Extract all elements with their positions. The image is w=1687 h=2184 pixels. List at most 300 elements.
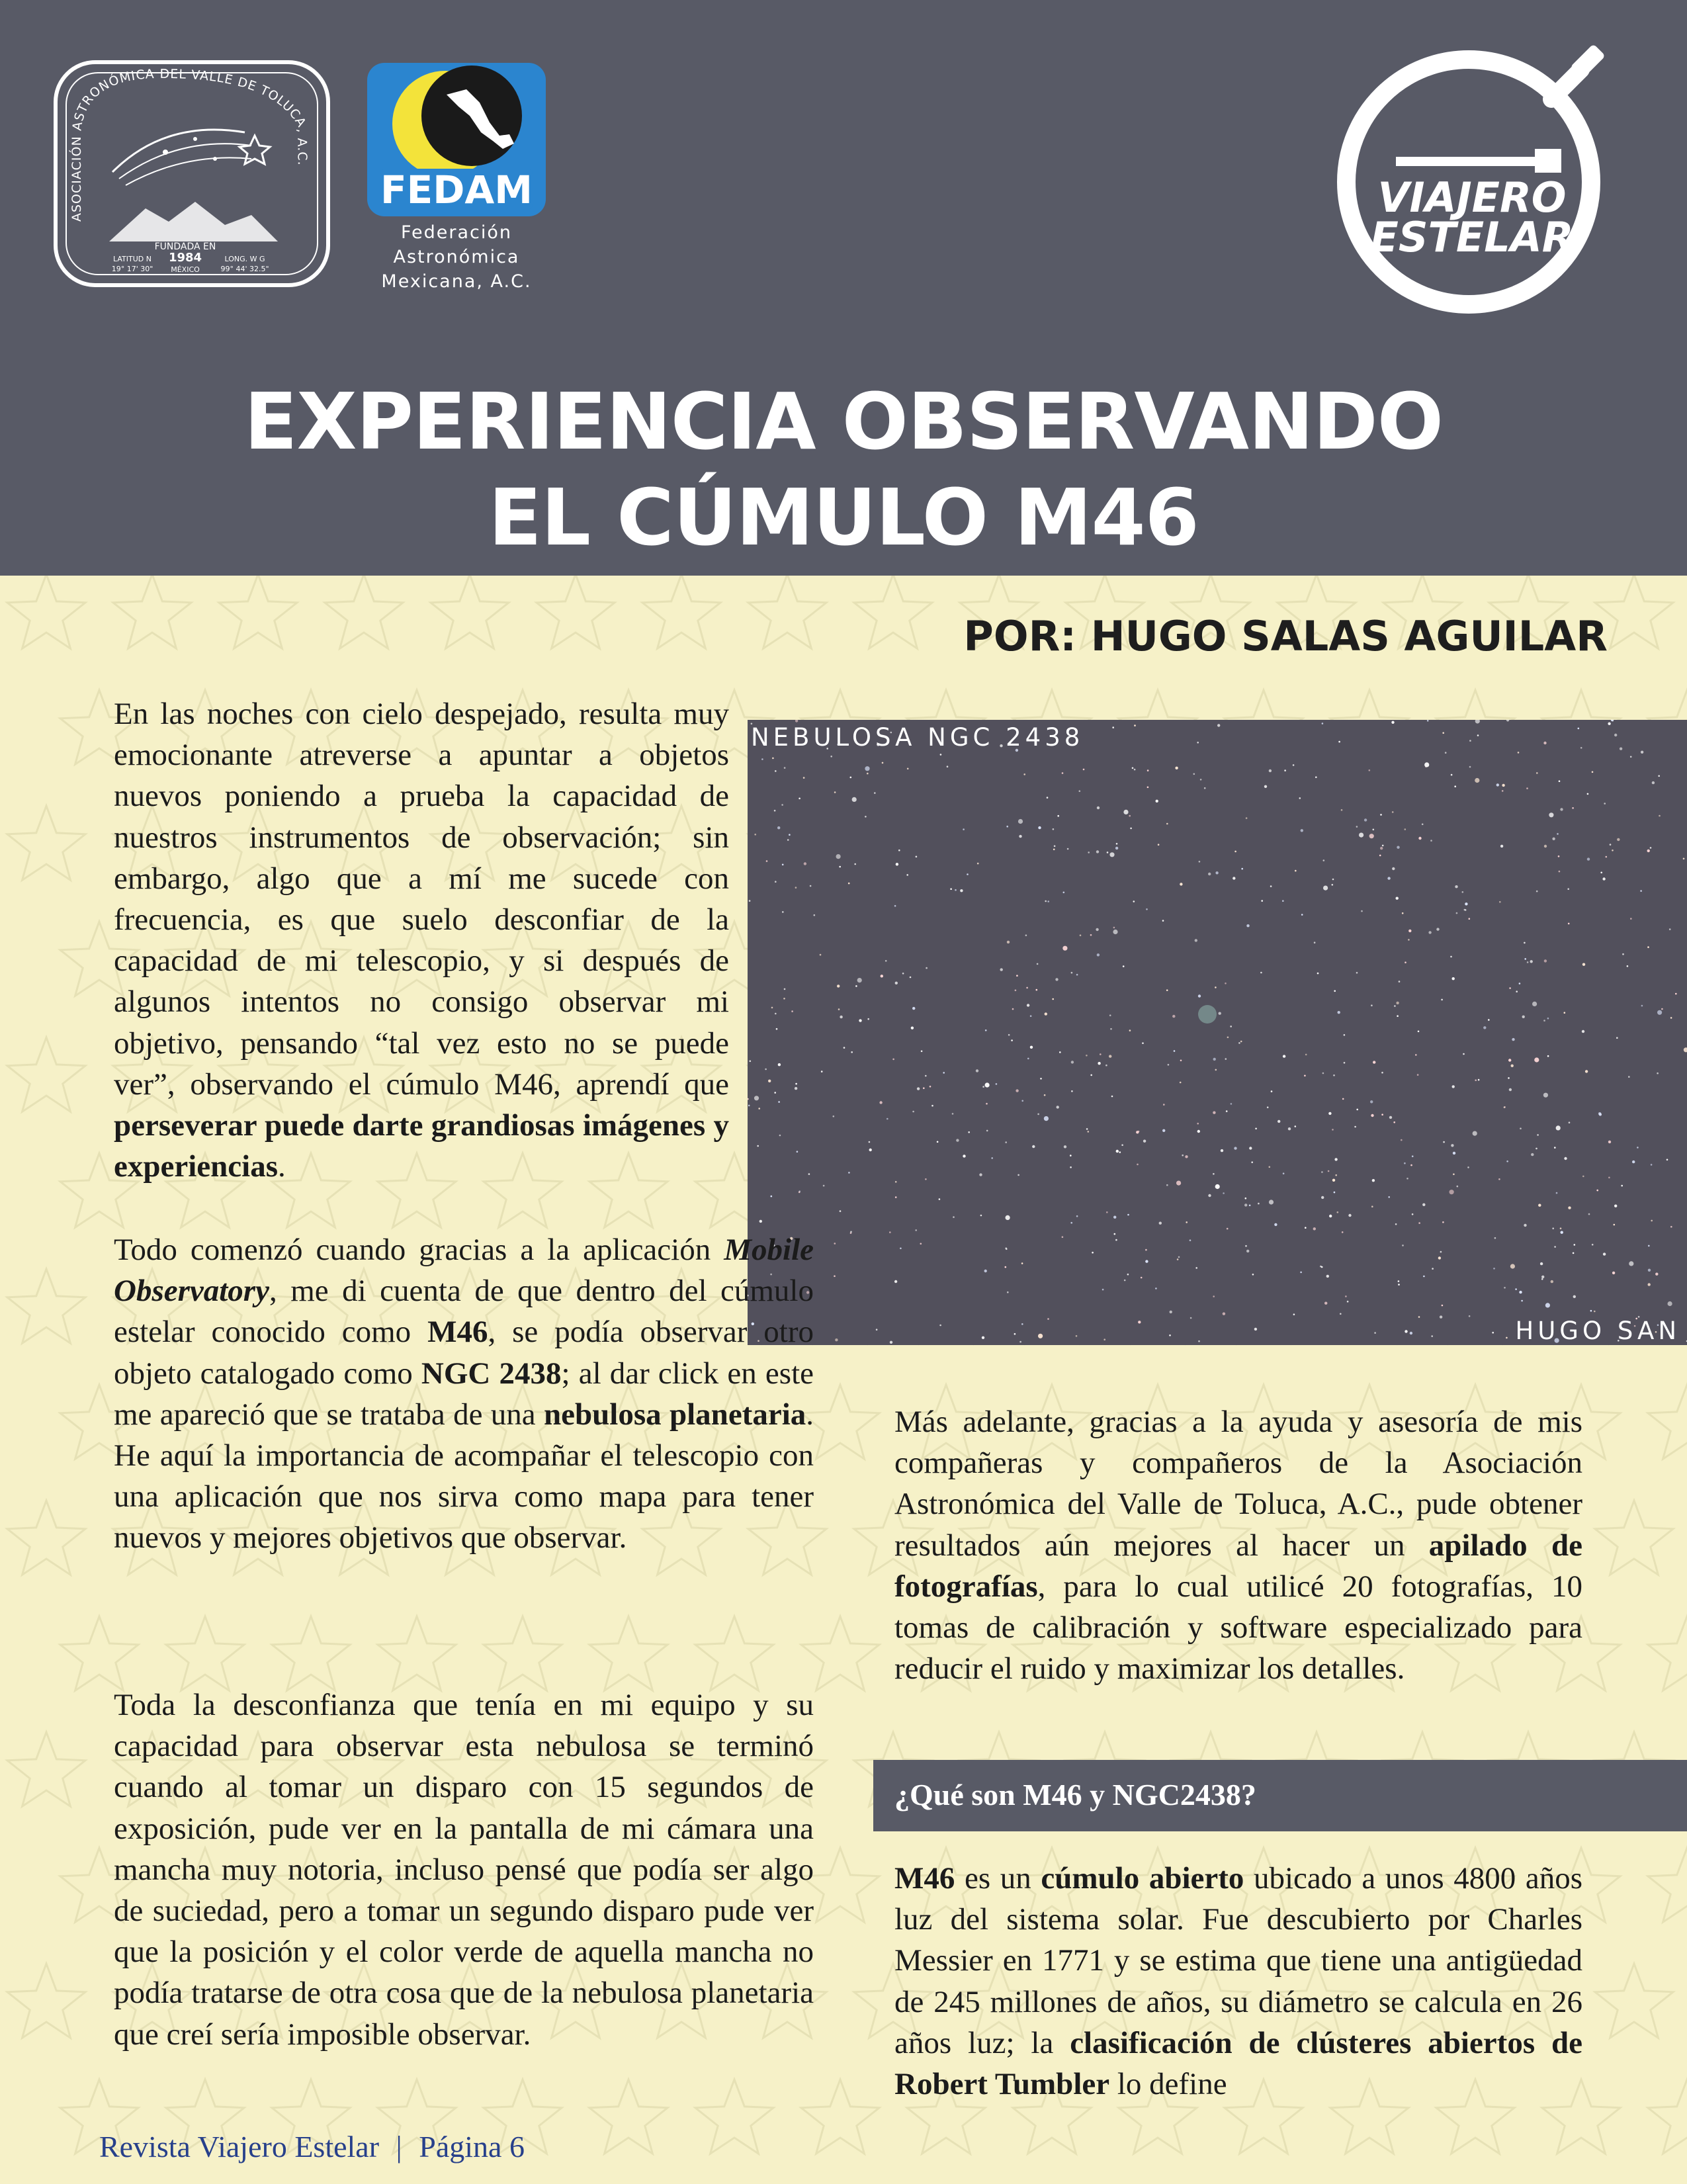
star-point bbox=[1519, 1291, 1522, 1293]
watermark-star-icon bbox=[7, 806, 85, 880]
watermark-star-icon bbox=[1648, 2079, 1687, 2154]
fedam-full-name bbox=[361, 220, 552, 294]
star-point bbox=[1284, 769, 1286, 771]
star-point bbox=[1620, 748, 1622, 750]
footer-page-number: Página 6 bbox=[419, 2130, 525, 2163]
star-point bbox=[1121, 1144, 1123, 1146]
star-point bbox=[1559, 871, 1561, 873]
star-point bbox=[1608, 722, 1610, 725]
star-point bbox=[1178, 1256, 1180, 1258]
star-point bbox=[1457, 1186, 1459, 1188]
star-point bbox=[1143, 1140, 1146, 1143]
star-point bbox=[1166, 1184, 1168, 1186]
star-point bbox=[917, 1087, 920, 1090]
star-point bbox=[1453, 1152, 1455, 1155]
star-point bbox=[921, 1051, 923, 1053]
star-point bbox=[1172, 1015, 1175, 1018]
star-point bbox=[865, 766, 869, 771]
star-point bbox=[1038, 826, 1041, 829]
star-point bbox=[1647, 850, 1650, 852]
star-point bbox=[1225, 983, 1227, 984]
star-point bbox=[1264, 785, 1267, 788]
star-point bbox=[1428, 931, 1431, 934]
star-point bbox=[1092, 1252, 1094, 1254]
star-point bbox=[1267, 1106, 1269, 1108]
star-point bbox=[774, 810, 776, 812]
star-point bbox=[1452, 977, 1455, 980]
star-point bbox=[1445, 752, 1447, 754]
star-point bbox=[1036, 989, 1038, 991]
star-point bbox=[1199, 861, 1201, 863]
star-point bbox=[1373, 1061, 1375, 1063]
star-point bbox=[1374, 1332, 1376, 1334]
star-point bbox=[1071, 972, 1073, 974]
star-point bbox=[779, 1135, 781, 1137]
star-point bbox=[1442, 1305, 1444, 1307]
star-point bbox=[881, 975, 883, 977]
paragraph-discovery: Todo comenzó cuando gracias a la aplicación Mobile Observatory, me di cuenta de que dentro del cúmulo estelar conocido como M46, se podía observar otro objeto catalogado como NGC 2438; al dar click en este me apareció que se trataba de una nebulosa planetaria. He aquí la importancia de acompañar el telescopio con una aplicación que nos sirva como mapa para tener nuevos y mejores objetivos que observar. bbox=[114, 1233, 814, 1555]
footer-magazine-name: Revista Viajero Estelar bbox=[99, 2130, 380, 2163]
star-point bbox=[1462, 891, 1464, 893]
fedam-name: FEDAM bbox=[380, 167, 533, 212]
star-point bbox=[1604, 803, 1606, 805]
star-point bbox=[1551, 1280, 1553, 1283]
star-point bbox=[1356, 972, 1358, 974]
star-point bbox=[1657, 1072, 1659, 1074]
star-point bbox=[1442, 732, 1444, 734]
star-point bbox=[1408, 930, 1411, 932]
star-point bbox=[1469, 766, 1471, 768]
star-point bbox=[1015, 990, 1017, 992]
star-point bbox=[1596, 1190, 1598, 1192]
star-point bbox=[1394, 1005, 1396, 1007]
star-point bbox=[1361, 910, 1363, 912]
star-point bbox=[1116, 1150, 1119, 1153]
star-point bbox=[1341, 809, 1343, 811]
star-point bbox=[799, 798, 800, 800]
star-point bbox=[1037, 963, 1039, 965]
star-point bbox=[791, 1010, 793, 1012]
star-point bbox=[1159, 1222, 1162, 1225]
star-point bbox=[850, 1231, 852, 1233]
star-point bbox=[1147, 787, 1149, 789]
star-point bbox=[1133, 900, 1135, 902]
star-point bbox=[1321, 1266, 1323, 1268]
star-point bbox=[1274, 1223, 1277, 1226]
star-point bbox=[1332, 1129, 1334, 1131]
star-point bbox=[1103, 1338, 1105, 1340]
star-point bbox=[820, 954, 822, 956]
star-point bbox=[930, 1086, 931, 1088]
fedam-line-2: Astronómica bbox=[393, 247, 520, 267]
star-point bbox=[1621, 1185, 1623, 1187]
star-point bbox=[1567, 888, 1569, 890]
star-point bbox=[1560, 1227, 1562, 1229]
star-point bbox=[1334, 990, 1336, 992]
star-point bbox=[1083, 769, 1085, 771]
star-point bbox=[1195, 939, 1197, 941]
star-point bbox=[782, 864, 784, 866]
star-point bbox=[1071, 1061, 1074, 1063]
star-point bbox=[1506, 1160, 1508, 1162]
star-point bbox=[1338, 741, 1340, 743]
star-point bbox=[1169, 1334, 1171, 1336]
star-point bbox=[1106, 1211, 1108, 1213]
star-point bbox=[1067, 848, 1069, 850]
star-point bbox=[836, 854, 841, 859]
star-point bbox=[1023, 773, 1025, 775]
star-point bbox=[1227, 1228, 1229, 1230]
star-point bbox=[1423, 1276, 1425, 1278]
star-point bbox=[1076, 1335, 1078, 1337]
star-point bbox=[963, 1155, 965, 1157]
star-point bbox=[1637, 1147, 1639, 1149]
star-point bbox=[1469, 1315, 1471, 1317]
star-point bbox=[1223, 1192, 1225, 1194]
star-point bbox=[912, 1007, 915, 1010]
star-point bbox=[1431, 1335, 1433, 1337]
star-point bbox=[1418, 1031, 1420, 1033]
star-point bbox=[1098, 1062, 1100, 1065]
star-point bbox=[1057, 815, 1059, 817]
watermark-star-icon bbox=[325, 576, 403, 648]
star-point bbox=[1136, 1131, 1139, 1133]
star-point bbox=[795, 1087, 797, 1090]
star-point bbox=[1270, 885, 1272, 887]
star-point bbox=[1397, 1015, 1399, 1017]
star-point bbox=[1417, 1074, 1419, 1076]
star-point bbox=[876, 1329, 878, 1331]
star-point bbox=[1561, 1231, 1563, 1234]
star-point bbox=[1019, 835, 1021, 838]
star-point bbox=[1405, 961, 1406, 963]
star-point bbox=[1070, 1155, 1072, 1157]
star-point bbox=[1162, 1129, 1165, 1132]
star-point bbox=[1441, 999, 1443, 1001]
title-line-2: EL CÚMULO M46 bbox=[488, 472, 1199, 563]
star-point bbox=[912, 1111, 914, 1113]
star-point bbox=[1465, 902, 1467, 905]
star-point bbox=[1337, 1211, 1339, 1213]
star-point bbox=[1348, 1214, 1351, 1217]
svg-text:LONG. W G: LONG. W G bbox=[224, 255, 265, 263]
star-point bbox=[1301, 829, 1303, 832]
star-point bbox=[1354, 1126, 1356, 1128]
watermark-star-icon bbox=[484, 1616, 562, 1690]
star-point bbox=[1651, 1220, 1653, 1222]
star-point bbox=[1465, 909, 1467, 911]
star-point bbox=[1261, 900, 1263, 902]
star-point bbox=[1162, 920, 1164, 922]
star-point bbox=[865, 816, 867, 818]
star-point bbox=[1032, 1145, 1035, 1148]
star-point bbox=[1070, 1166, 1072, 1168]
star-point bbox=[1475, 778, 1479, 783]
star-point bbox=[1508, 1059, 1511, 1061]
star-point bbox=[1070, 1222, 1072, 1224]
star-point bbox=[1177, 1258, 1179, 1260]
star-point bbox=[1100, 1053, 1102, 1055]
star-point bbox=[1299, 797, 1301, 799]
star-point bbox=[1442, 1221, 1444, 1223]
star-point bbox=[1317, 973, 1319, 975]
fedam-logo bbox=[367, 63, 546, 292]
star-point bbox=[1600, 872, 1602, 874]
watermark-star-icon bbox=[378, 1616, 456, 1690]
star-point bbox=[1396, 897, 1399, 900]
star-point bbox=[1217, 724, 1220, 726]
star-point bbox=[795, 720, 798, 722]
star-point bbox=[1088, 852, 1090, 853]
star-point bbox=[1622, 953, 1624, 955]
star-point bbox=[925, 1075, 927, 1077]
star-point bbox=[857, 978, 862, 983]
star-point bbox=[765, 1069, 767, 1070]
star-point bbox=[1021, 1323, 1023, 1325]
star-point bbox=[1090, 1074, 1092, 1076]
star-point bbox=[1234, 1147, 1236, 1149]
star-point bbox=[810, 885, 812, 887]
star-point bbox=[1158, 844, 1160, 846]
star-point bbox=[1141, 1277, 1143, 1279]
star-point bbox=[915, 1229, 917, 1231]
star-point bbox=[1332, 1179, 1335, 1182]
page-footer bbox=[99, 2129, 525, 2164]
star-point bbox=[1271, 1090, 1273, 1092]
star-point bbox=[1585, 1070, 1588, 1072]
star-point bbox=[1269, 769, 1272, 772]
star-point bbox=[955, 889, 957, 891]
star-point bbox=[1410, 1332, 1412, 1334]
star-point bbox=[1648, 1269, 1651, 1272]
star-point bbox=[1530, 960, 1533, 963]
star-point bbox=[851, 1051, 853, 1053]
star-point bbox=[1197, 1130, 1200, 1133]
paragraph-m46-info: M46 es un cúmulo abierto ubicado a unos 4800 años luz del sistema solar. Fue descubierto por Charles Messier en 1771 y se estima que tiene una antigüedad de 245 millones de años, su diámetro se calcula en 26 años luz; la clasificación de clústeres abiertos de Robert Tumbler lo define bbox=[894, 1861, 1583, 2102]
star-point bbox=[1123, 810, 1128, 814]
star-point bbox=[1052, 998, 1054, 1000]
section-heading-bar bbox=[873, 1760, 1687, 1831]
star-point bbox=[803, 777, 805, 779]
star-point bbox=[1543, 1093, 1548, 1098]
watermark-star-icon bbox=[1648, 1616, 1687, 1690]
star-point bbox=[1632, 1160, 1635, 1163]
star-point bbox=[1532, 1002, 1537, 1006]
watermark-star-icon bbox=[7, 1269, 85, 1343]
star-point bbox=[1109, 1055, 1111, 1057]
star-point bbox=[1683, 858, 1685, 860]
star-point bbox=[830, 756, 832, 758]
svg-text:1984: 1984 bbox=[168, 251, 202, 265]
star-point bbox=[1587, 857, 1590, 860]
star-point bbox=[1323, 886, 1328, 891]
star-point bbox=[1321, 1171, 1323, 1173]
star-point bbox=[1252, 1274, 1254, 1276]
star-point bbox=[1512, 1038, 1514, 1041]
star-point bbox=[759, 1220, 762, 1223]
star-point bbox=[887, 1118, 888, 1120]
viajero-word: VIAJERO bbox=[1377, 173, 1567, 222]
star-point bbox=[916, 856, 918, 858]
star-point bbox=[1288, 1127, 1291, 1130]
watermark-star-icon bbox=[7, 1501, 85, 1575]
star-point bbox=[1467, 1166, 1469, 1168]
star-point bbox=[1599, 1113, 1602, 1115]
star-point bbox=[1399, 981, 1401, 983]
star-point bbox=[1000, 968, 1003, 971]
star-point bbox=[1113, 930, 1117, 934]
star-point bbox=[1221, 1149, 1223, 1152]
star-point bbox=[1547, 1018, 1549, 1020]
star-point bbox=[1438, 1256, 1441, 1259]
star-point bbox=[1305, 1227, 1307, 1229]
fedam-emblem-icon bbox=[367, 63, 546, 216]
watermark-star-icon bbox=[272, 1616, 350, 1690]
star-point bbox=[1215, 986, 1217, 988]
star-point bbox=[848, 883, 850, 885]
star-point bbox=[750, 1061, 752, 1063]
star-point bbox=[1328, 1170, 1330, 1172]
star-point bbox=[1412, 1155, 1414, 1157]
star-point bbox=[1047, 900, 1049, 902]
star-point bbox=[1380, 847, 1383, 850]
star-point bbox=[1016, 975, 1018, 977]
star-point bbox=[1088, 1131, 1090, 1133]
star-point bbox=[977, 863, 979, 865]
star-point bbox=[895, 1196, 897, 1198]
watermark-star-icon bbox=[642, 576, 720, 648]
star-point bbox=[1026, 987, 1028, 989]
star-point bbox=[1556, 1125, 1561, 1130]
star-point bbox=[1630, 918, 1632, 920]
star-point bbox=[1017, 1174, 1019, 1176]
star-point bbox=[1012, 1008, 1014, 1010]
star-point bbox=[1254, 1328, 1257, 1331]
star-point bbox=[1371, 1205, 1373, 1207]
star-point bbox=[1372, 1179, 1375, 1182]
star-point bbox=[1062, 946, 1067, 951]
star-point bbox=[1627, 965, 1629, 967]
star-point bbox=[1547, 1055, 1549, 1057]
star-point bbox=[761, 758, 763, 760]
star-point bbox=[1402, 1245, 1404, 1246]
star-point bbox=[967, 873, 969, 875]
star-point bbox=[1215, 1184, 1220, 1189]
star-point bbox=[1005, 1247, 1007, 1249]
star-point bbox=[1063, 892, 1065, 894]
star-point bbox=[1582, 1176, 1584, 1178]
watermark-star-icon bbox=[60, 1616, 138, 1690]
star-point bbox=[996, 1083, 998, 1085]
star-point bbox=[1127, 1214, 1129, 1216]
star-point bbox=[1030, 1046, 1033, 1049]
star-point bbox=[1587, 793, 1589, 795]
star-point bbox=[1107, 852, 1109, 853]
star-point bbox=[1436, 928, 1439, 930]
star-point bbox=[1166, 823, 1168, 825]
star-point bbox=[895, 982, 898, 984]
star-point bbox=[1231, 1103, 1233, 1105]
star-point bbox=[1492, 1332, 1494, 1334]
star-point bbox=[838, 1008, 840, 1010]
watermark-star-icon bbox=[1648, 1848, 1687, 1922]
star-point bbox=[1006, 1215, 1010, 1220]
star-point bbox=[1105, 1065, 1107, 1067]
star-point bbox=[1124, 1280, 1126, 1282]
star-point bbox=[1142, 1042, 1144, 1044]
star-point bbox=[1168, 1064, 1170, 1066]
star-point bbox=[1057, 1106, 1059, 1108]
star-point bbox=[834, 1276, 836, 1278]
star-point bbox=[1521, 1300, 1523, 1302]
star-point bbox=[1543, 742, 1546, 744]
star-point bbox=[1110, 1028, 1112, 1030]
star-point bbox=[1451, 774, 1453, 776]
watermark-star-icon bbox=[801, 2079, 879, 2154]
star-point bbox=[1115, 847, 1118, 850]
paragraph-intro: En las noches con cielo despejado, resulta muy emocionante atreverse a apuntar a objetos nuevos poniendo a prueba la capacidad de nuestros instrumentos de observación; sin embargo, algo que a mí me sucede con frecuencia, es que suelo desconfiar de la capacidad de mi telescopio, y si después de algunos intentos no consigo observar mi objetivo, pensando “tal vez esto no se puede ver”, observando el cúmulo M46, aprendí que perseverar puede darte grandiosas imágenes y experiencias. bbox=[114, 697, 729, 1184]
star-point bbox=[1582, 1030, 1584, 1033]
star-point bbox=[1197, 1123, 1199, 1125]
star-point bbox=[1543, 1020, 1545, 1022]
star-point bbox=[840, 1210, 842, 1212]
star-point bbox=[840, 1016, 842, 1018]
star-point bbox=[1552, 1227, 1554, 1229]
star-point bbox=[963, 828, 965, 830]
star-point bbox=[1186, 1221, 1188, 1223]
star-point bbox=[1545, 1303, 1550, 1307]
star-point bbox=[1200, 779, 1202, 781]
star-point bbox=[1086, 1055, 1088, 1057]
watermark-star-icon bbox=[854, 576, 932, 648]
author-byline: POR: HUGO SALAS AGUILAR bbox=[963, 612, 1608, 660]
star-point bbox=[1198, 994, 1201, 997]
watermark-star-icon bbox=[695, 2079, 773, 2154]
page-title bbox=[0, 374, 1687, 566]
star-point bbox=[1246, 817, 1248, 819]
paragraph-observation: Toda la desconfianza que tenía en mi equipo y su capacidad para observar esta nebulosa se terminó cuando al tomar un disparo con 15 segundos de exposición, pude ver en la pantalla de mi cámara una mancha muy notoria, incluso pensé que podía ser algo de suciedad, pero a tomar un segundo disparo pude ver que la posición y el color verde de aquella mancha no podía tratarse de otra cosa que de la nebulosa planetaria que creí sería imposible observar. bbox=[114, 1688, 814, 2052]
star-point bbox=[1558, 855, 1560, 857]
star-point bbox=[986, 1103, 988, 1105]
star-point bbox=[1568, 1206, 1571, 1209]
star-point bbox=[1040, 1078, 1042, 1080]
star-point bbox=[925, 1178, 927, 1180]
star-point bbox=[1556, 1192, 1558, 1194]
star-point bbox=[1112, 726, 1114, 728]
star-point bbox=[976, 1069, 978, 1072]
star-point bbox=[923, 1087, 925, 1089]
star-point bbox=[1283, 1172, 1285, 1174]
star-point bbox=[837, 984, 840, 987]
star-point bbox=[1412, 1213, 1414, 1215]
star-point bbox=[1454, 785, 1456, 787]
watermark-star-icon bbox=[7, 1732, 85, 1806]
star-point bbox=[885, 960, 887, 962]
star-point bbox=[1522, 1016, 1525, 1018]
star-point bbox=[1560, 808, 1563, 810]
star-point bbox=[1079, 790, 1081, 792]
star-point bbox=[1225, 1058, 1227, 1060]
star-point bbox=[808, 1173, 810, 1175]
star-point bbox=[1138, 1321, 1141, 1323]
star-point bbox=[1223, 1313, 1225, 1315]
star-point bbox=[1240, 1041, 1242, 1043]
watermark-star-icon bbox=[431, 576, 509, 648]
star-point bbox=[1251, 1161, 1253, 1163]
star-point bbox=[911, 1027, 914, 1029]
star-point bbox=[1469, 740, 1471, 742]
star-point bbox=[1670, 1226, 1672, 1228]
